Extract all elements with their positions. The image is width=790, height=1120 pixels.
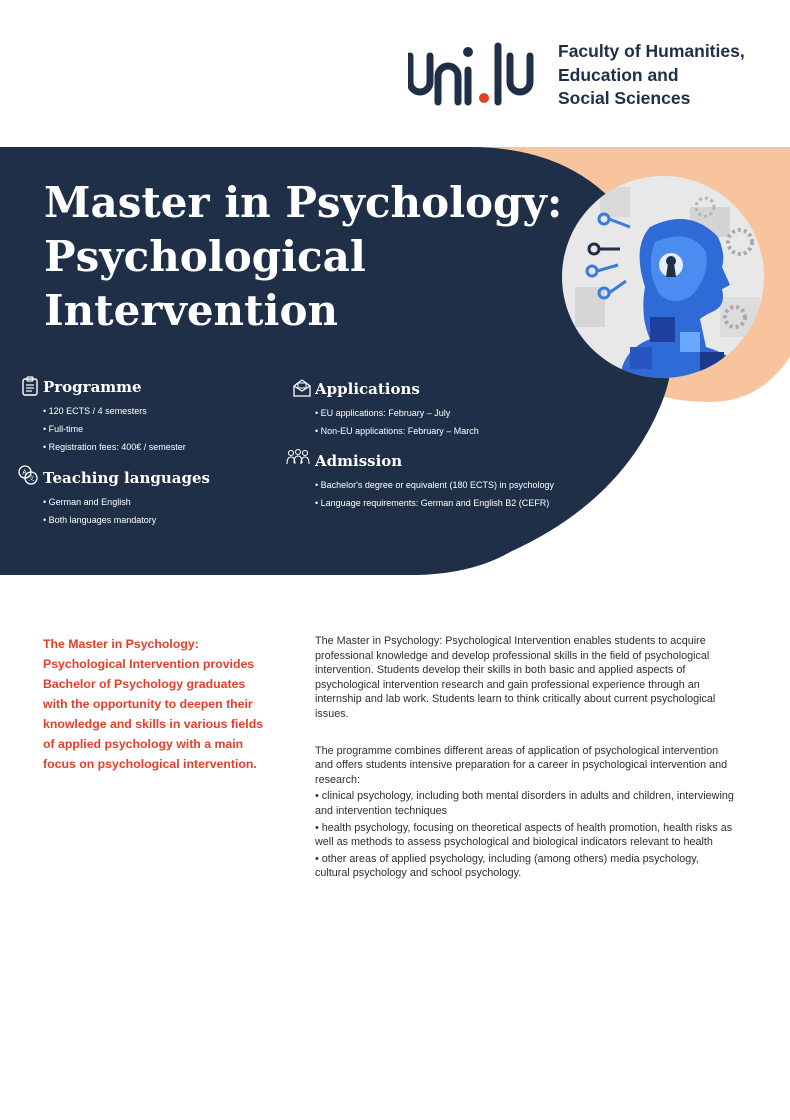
translate-icon [18, 465, 38, 485]
area-bullet: • other areas of applied psychology, including (among others) media psychology, cultural psychology and school psychology. [315, 852, 699, 880]
faculty-line-2: Education and [558, 64, 679, 85]
programme-item: • Full-time [43, 420, 283, 438]
intro-line: Psychological Intervention provides [43, 657, 255, 671]
admission-block [315, 452, 635, 512]
area-bullet: • clinical psychology, including both mental disorders in adults and children, interviewing and intervention techniques [315, 790, 734, 817]
intro-line: with the opportunity to deepen their [43, 697, 253, 711]
clipboard-icon [20, 376, 40, 396]
description-paragraph-2: The programme combines different areas of application of psychological intervention and offers students intensive preparation for a career in psychological intervention and research: [315, 744, 728, 786]
intro-line: of applied psychology with a main [43, 737, 244, 751]
envelope-icon [292, 378, 312, 398]
languages-heading: Teaching languages [43, 469, 210, 487]
svg-text:文: 文 [28, 476, 35, 483]
intro-line: Bachelor of Psychology graduates [43, 677, 246, 691]
title-line-3: Intervention [44, 286, 338, 335]
applications-block [315, 380, 615, 440]
admission-item: • Bachelor's degree or equivalent (180 ECTS) in psychology [315, 476, 635, 494]
faculty-name [558, 40, 778, 111]
applications-heading: Applications [315, 380, 420, 398]
description-paragraph-1: The Master in Psychology: Psychological Intervention enables students to acquire professional knowledge and develop professional skills in the field of psychological intervention. Students develop their skills in both basic and applied aspects of psychological intervention research and gain professional experience through an internship and lab work. Students learn to think critically about current psychological issues. [315, 635, 716, 720]
admission-item: • Language requirements: German and English B2 (CEFR) [315, 494, 635, 512]
applications-item: • EU applications: February – July [315, 404, 615, 422]
programme-heading: Programme [43, 378, 142, 396]
programme-block [43, 378, 283, 456]
unilu-logo-icon [408, 40, 548, 106]
admission-heading: Admission [315, 452, 403, 470]
programme-item: • Registration fees: 400€ / semester [43, 438, 283, 456]
area-bullet: • health psychology, focusing on theoretical aspects of health promotion, health risks as well as methods to assess psychological and biological indicators relevant to health [315, 821, 733, 849]
applications-item: • Non-EU applications: February – March [315, 422, 615, 440]
faculty-line-1: Faculty of Humanities, [558, 41, 745, 61]
intro-line: focus on psychological intervention. [43, 757, 257, 771]
intro-text [43, 634, 268, 774]
intro-line: knowledge and skills in various fields [43, 717, 264, 731]
page-title [44, 176, 564, 338]
title-line-1: Master in Psychology: [44, 178, 563, 227]
svg-text:A: A [22, 469, 27, 477]
intro-line: The Master in Psychology: [43, 637, 199, 651]
title-line-2: Psychological [44, 232, 366, 281]
programme-item: • 120 ECTS / 4 semesters [43, 402, 283, 420]
languages-item: • German and English [43, 493, 283, 511]
faculty-line-3: Social Sciences [558, 88, 691, 108]
languages-block [43, 469, 283, 529]
description-column [315, 634, 735, 881]
people-icon [286, 448, 310, 468]
languages-item: • Both languages mandatory [43, 511, 283, 529]
